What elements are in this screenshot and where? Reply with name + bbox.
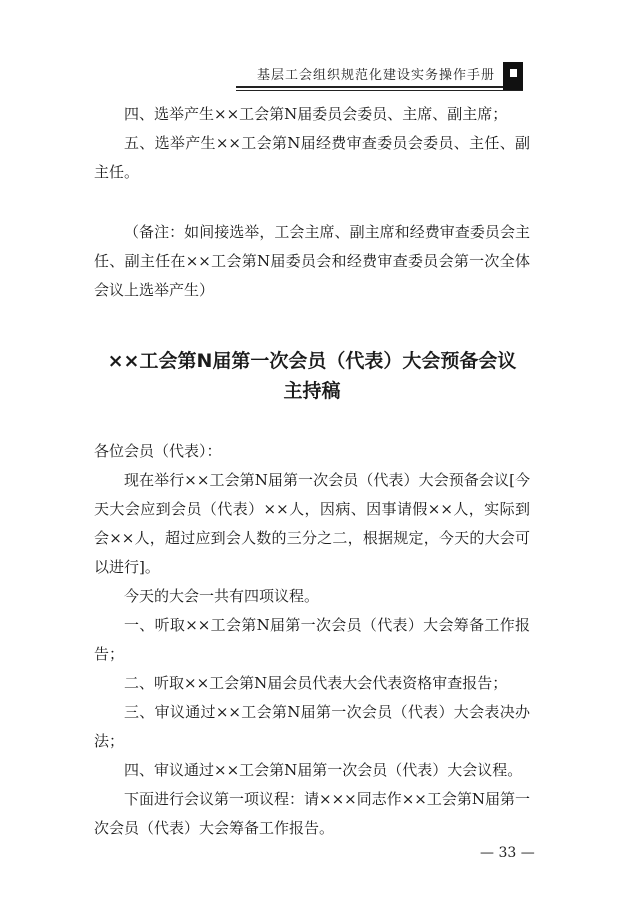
running-header	[0, 52, 623, 92]
header-rule-thin	[236, 90, 523, 91]
agenda-item-four: 四、审议通过××工会第N届第一次会员（代表）大会议程。	[124, 761, 523, 779]
agenda-item-two: 二、听取××工会第N届会员代表大会代表资格审查报告；	[124, 674, 508, 692]
body-paragraph-opening: 现在举行××工会第N届第一次会员（代表）大会预备会议[今天大会应到会员（代表）××人，因病、因事请假××人，实际到会××人，超过应到会人数的三分之二，根据规定，今天的大会可以进行]。	[94, 471, 530, 576]
greeting: 各位会员（代表）：	[94, 442, 222, 460]
body-paragraph-agenda-intro: 今天的大会一共有四项议程。	[124, 587, 320, 605]
agenda-item-three: 三、审议通过××工会第N届第一次会员（代表）大会表决办法；	[94, 703, 530, 750]
agenda-item-one: 一、听取××工会第N届第一次会员（代表）大会筹备工作报告；	[94, 616, 530, 663]
section-heading	[94, 346, 530, 406]
header-title: 基层工会组织规范化建设实务操作手册	[256, 68, 495, 83]
header-rule	[236, 86, 523, 88]
header-corner-mark-inner	[510, 69, 517, 77]
item-five: 五、选举产生××工会第N届经费审查委员会委员、主任、副主任。	[94, 134, 530, 181]
item-four: 四、选举产生××工会第N届委员会委员、主席、副主席；	[124, 105, 508, 123]
page-body	[94, 100, 530, 843]
note-paragraph: （备注：如间接选举，工会主席、副主席和经费审查委员会主任、副主任在××工会第N届委员会和经费审查委员会第一次全体会议上选举产生）	[94, 223, 530, 299]
section-heading-line1: ××工会第N届第一次会员（代表）大会预备会议	[107, 350, 517, 372]
body-paragraph-first-agenda: 下面进行会议第一项议程：请×××同志作××工会第N届第一次会员（代表）大会筹备工作报告。	[94, 790, 530, 837]
page-number: — 33 —	[480, 845, 535, 861]
section-heading-line2: 主持稿	[283, 380, 341, 402]
